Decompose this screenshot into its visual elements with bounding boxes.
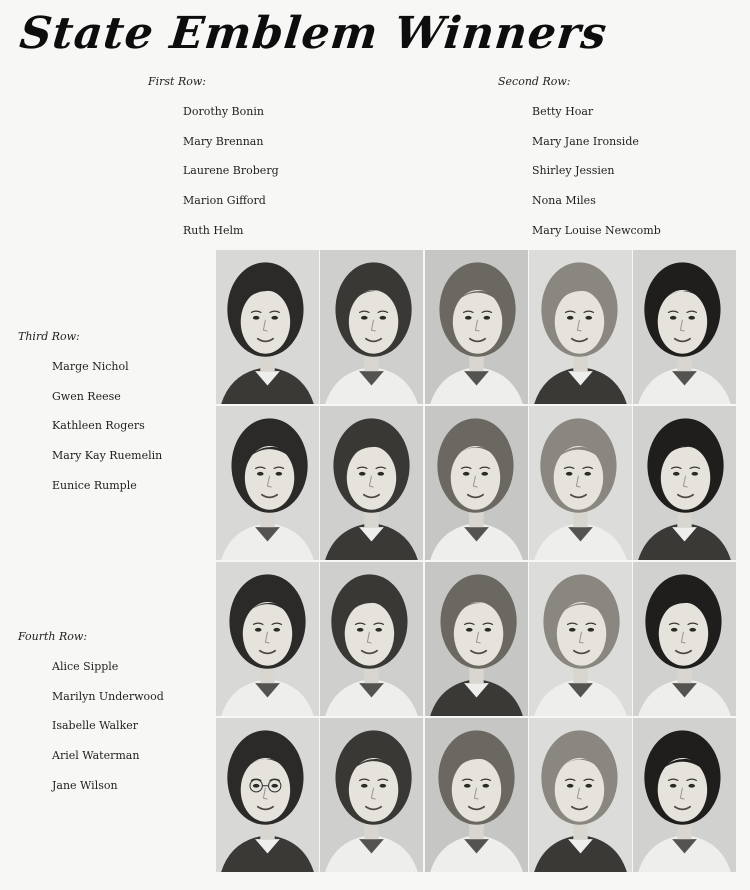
name-item: Jane Wilson xyxy=(52,778,118,792)
name-item: Nona Miles xyxy=(532,194,596,208)
name-item: Marge Nichol xyxy=(52,360,129,373)
portrait-photo xyxy=(529,250,632,404)
portrait-photo xyxy=(633,250,736,404)
portrait-photo xyxy=(425,406,528,560)
portrait-photo xyxy=(633,562,736,716)
name-item: Marilyn Underwood xyxy=(52,689,164,703)
name-item: Isabelle Walker xyxy=(52,719,139,733)
portrait-photo xyxy=(320,718,423,872)
portrait-photo xyxy=(320,406,423,560)
name-item: Ariel Waterman xyxy=(52,749,140,763)
portrait-photo xyxy=(633,718,736,872)
portrait-photo xyxy=(529,562,632,716)
name-item: Ruth Helm xyxy=(183,223,244,237)
name-item: Shirley Jessien xyxy=(532,164,615,178)
portrait-photo xyxy=(320,250,423,404)
name-item: Laurene Broberg xyxy=(183,164,279,178)
name-item: Gwen Reese xyxy=(52,389,121,403)
name-item: Mary Brennan xyxy=(183,134,264,148)
portrait-photo xyxy=(529,718,632,872)
name-item: Mary Louise Newcomb xyxy=(532,223,661,237)
second-row-heading: Second Row: xyxy=(498,75,571,88)
name-item: Alice Sipple xyxy=(52,660,119,673)
portrait-photo xyxy=(425,250,528,404)
portrait-photo xyxy=(529,406,632,560)
name-item: Mary Jane Ironside xyxy=(532,134,639,148)
portrait-photo xyxy=(425,562,528,716)
first-row-heading: First Row: xyxy=(148,75,206,88)
name-item: Marion Gifford xyxy=(183,194,266,208)
name-item: Dorothy Bonin xyxy=(183,105,264,118)
portrait-photo xyxy=(425,718,528,872)
portrait-photo xyxy=(633,406,736,560)
second-row-names xyxy=(532,97,661,245)
portrait-grid xyxy=(216,250,736,875)
name-item: Kathleen Rogers xyxy=(52,419,145,433)
first-row-names xyxy=(183,97,279,245)
portrait-photo xyxy=(216,406,319,560)
portrait-photo xyxy=(216,562,319,716)
page-title: State Emblem Winners xyxy=(17,8,610,59)
fourth-row-heading: Fourth Row: xyxy=(18,630,88,643)
third-row-names xyxy=(52,352,162,500)
name-item: Eunice Rumple xyxy=(52,478,137,492)
third-row-heading: Third Row: xyxy=(18,330,80,343)
name-item: Mary Kay Ruemelin xyxy=(52,449,163,463)
portrait-photo xyxy=(216,718,319,872)
portrait-photo xyxy=(320,562,423,716)
fourth-row-names xyxy=(52,652,164,800)
portrait-photo xyxy=(216,250,319,404)
name-item: Betty Hoar xyxy=(532,105,594,118)
